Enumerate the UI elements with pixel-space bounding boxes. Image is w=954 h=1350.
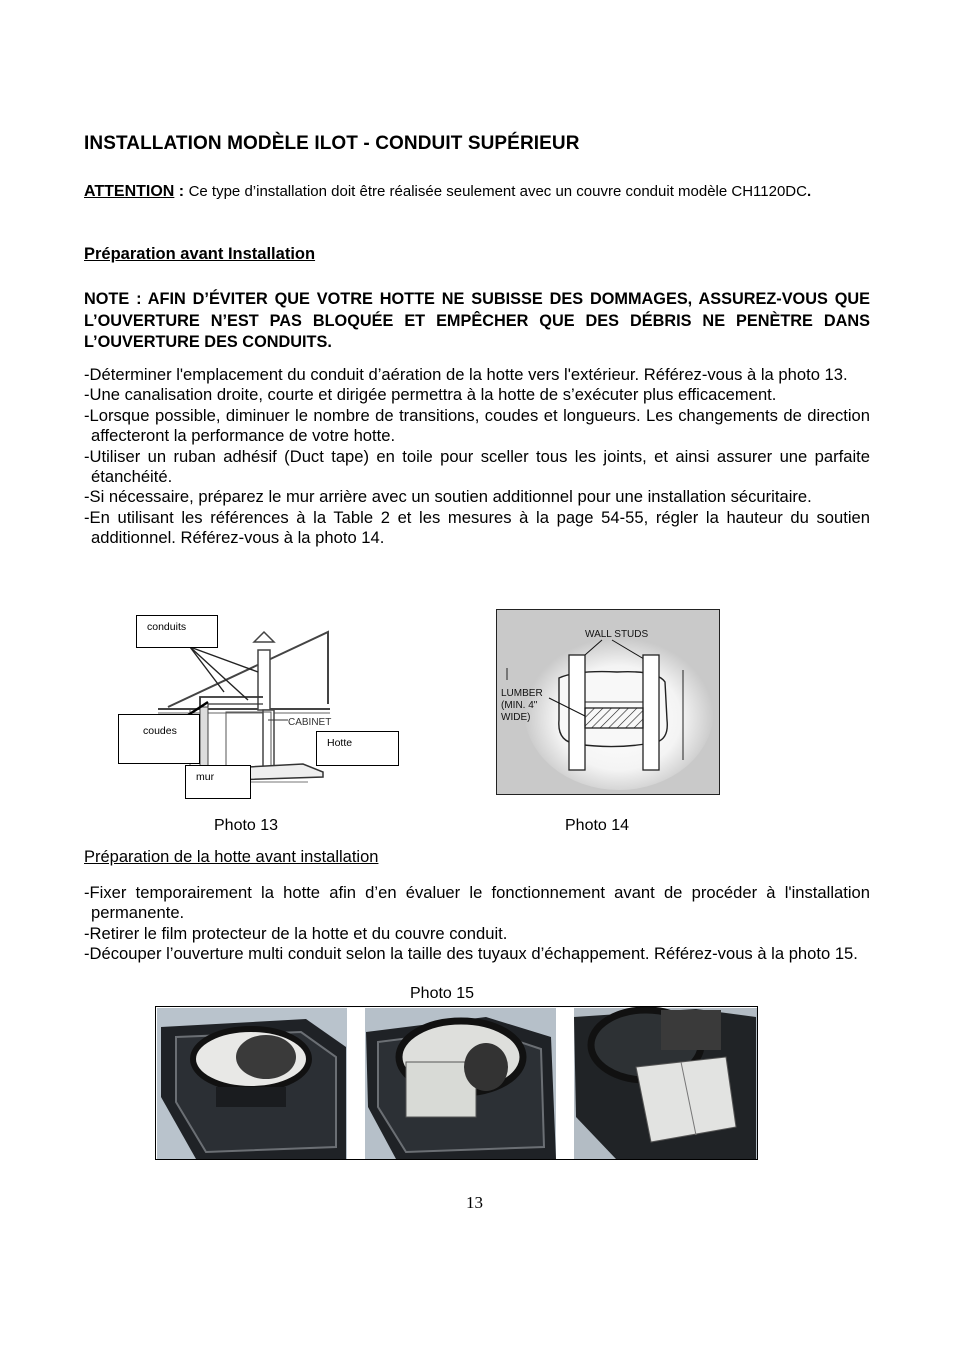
hood-prep-heading: Préparation de la hotte avant installation: [84, 848, 379, 866]
photo-15-caption: Photo 15: [410, 985, 475, 1002]
instruction-item: -Lorsque possible, diminuer le nombre de transitions, coudes et longueurs. Les changements de direction affecteront la performance de votre hotte.: [84, 405, 870, 446]
photo-14-image: [496, 609, 720, 795]
instruction-item: -Retirer le film protecteur de la hotte et du couvre conduit.: [84, 923, 508, 943]
photo-15-image: [155, 1006, 758, 1160]
wall-studs-label: WALL STUDS: [585, 629, 649, 640]
hotte-callout: Hotte: [316, 731, 399, 766]
photo-15-panel-2: [365, 1008, 556, 1160]
cabinet-label: CABINET: [288, 717, 332, 728]
instruction-item: -Utiliser un ruban adhésif (Duct tape) en toile pour sceller tous les joints, et ainsi assurer une parfaite étanchéité.: [84, 446, 870, 487]
attention-label: ATTENTION: [84, 183, 175, 200]
instruction-list: [84, 365, 870, 549]
attention-period: .: [806, 183, 812, 200]
instruction-item: -Si nécessaire, préparez le mur arrière avec un soutien additionnel pour une installation sécuritaire.: [84, 487, 812, 507]
photo-15-panel-3: [574, 1008, 758, 1160]
photo-14-caption: Photo 14: [565, 817, 630, 834]
instruction-item: -Découper l’ouverture multi conduit selon la taille des tuyaux d’échappement. Référez-vous à la photo 15.: [84, 944, 858, 964]
page-title: INSTALLATION MODÈLE ILOT - CONDUIT SUPÉRIEUR: [84, 133, 580, 154]
photo-15-panel-1: [157, 1008, 347, 1160]
lumber-label-line1: LUMBER: [501, 688, 543, 699]
instruction-item: -Fixer temporairement la hotte afin d’en évaluer le fonctionnement avant de procéder à l'installation permanente.: [84, 883, 870, 923]
duct-opening-photos: [156, 1007, 758, 1160]
wall-studs-illustration: [497, 610, 720, 795]
attention-text: Ce type d’installation doit être réalisée seulement avec un couvre conduit modèle CH1120DC: [188, 183, 807, 200]
instruction-item: -Déterminer l'emplacement du conduit d’aération de la hotte vers l'extérieur. Référez-vous à la photo 13.: [84, 365, 848, 384]
photo-13-caption: Photo 13: [214, 817, 279, 834]
photo-13-diagram: [118, 612, 403, 802]
warning-note: NOTE : AFIN D’ÉVITER QUE VOTRE HOTTE NE SUBISSE DES DOMMAGES, ASSUREZ-VOUS QUE L’OUVERTURE N’EST PAS BLOQUÉE ET EMPÊCHER QUE DES DÉBRIS NE PENÈTRE DANS L’OUVERTURE DES CONDUITS.: [84, 290, 870, 351]
attention-colon: :: [174, 183, 189, 200]
lumber-label-line2: (MIN. 4": [501, 700, 538, 711]
mur-callout: mur: [185, 765, 251, 799]
conduits-callout: conduits: [136, 615, 218, 648]
instruction-item: -Une canalisation droite, courte et dirigée permettra à la hotte de s’exécuter plus efficacement.: [84, 385, 777, 405]
coudes-callout: coudes: [118, 714, 200, 764]
instruction-item: -En utilisant les références à la Table 2 et les mesures à la page 54-55, régler la hauteur du soutien additionnel. Référez-vous à la photo 14.: [84, 507, 870, 548]
hood-prep-instruction-list: [84, 883, 870, 965]
lumber-label-line3: WIDE): [501, 712, 531, 723]
attention-paragraph: [84, 182, 870, 202]
prep-heading: Préparation avant Installation: [84, 245, 316, 263]
page-number: 13: [466, 1193, 483, 1212]
